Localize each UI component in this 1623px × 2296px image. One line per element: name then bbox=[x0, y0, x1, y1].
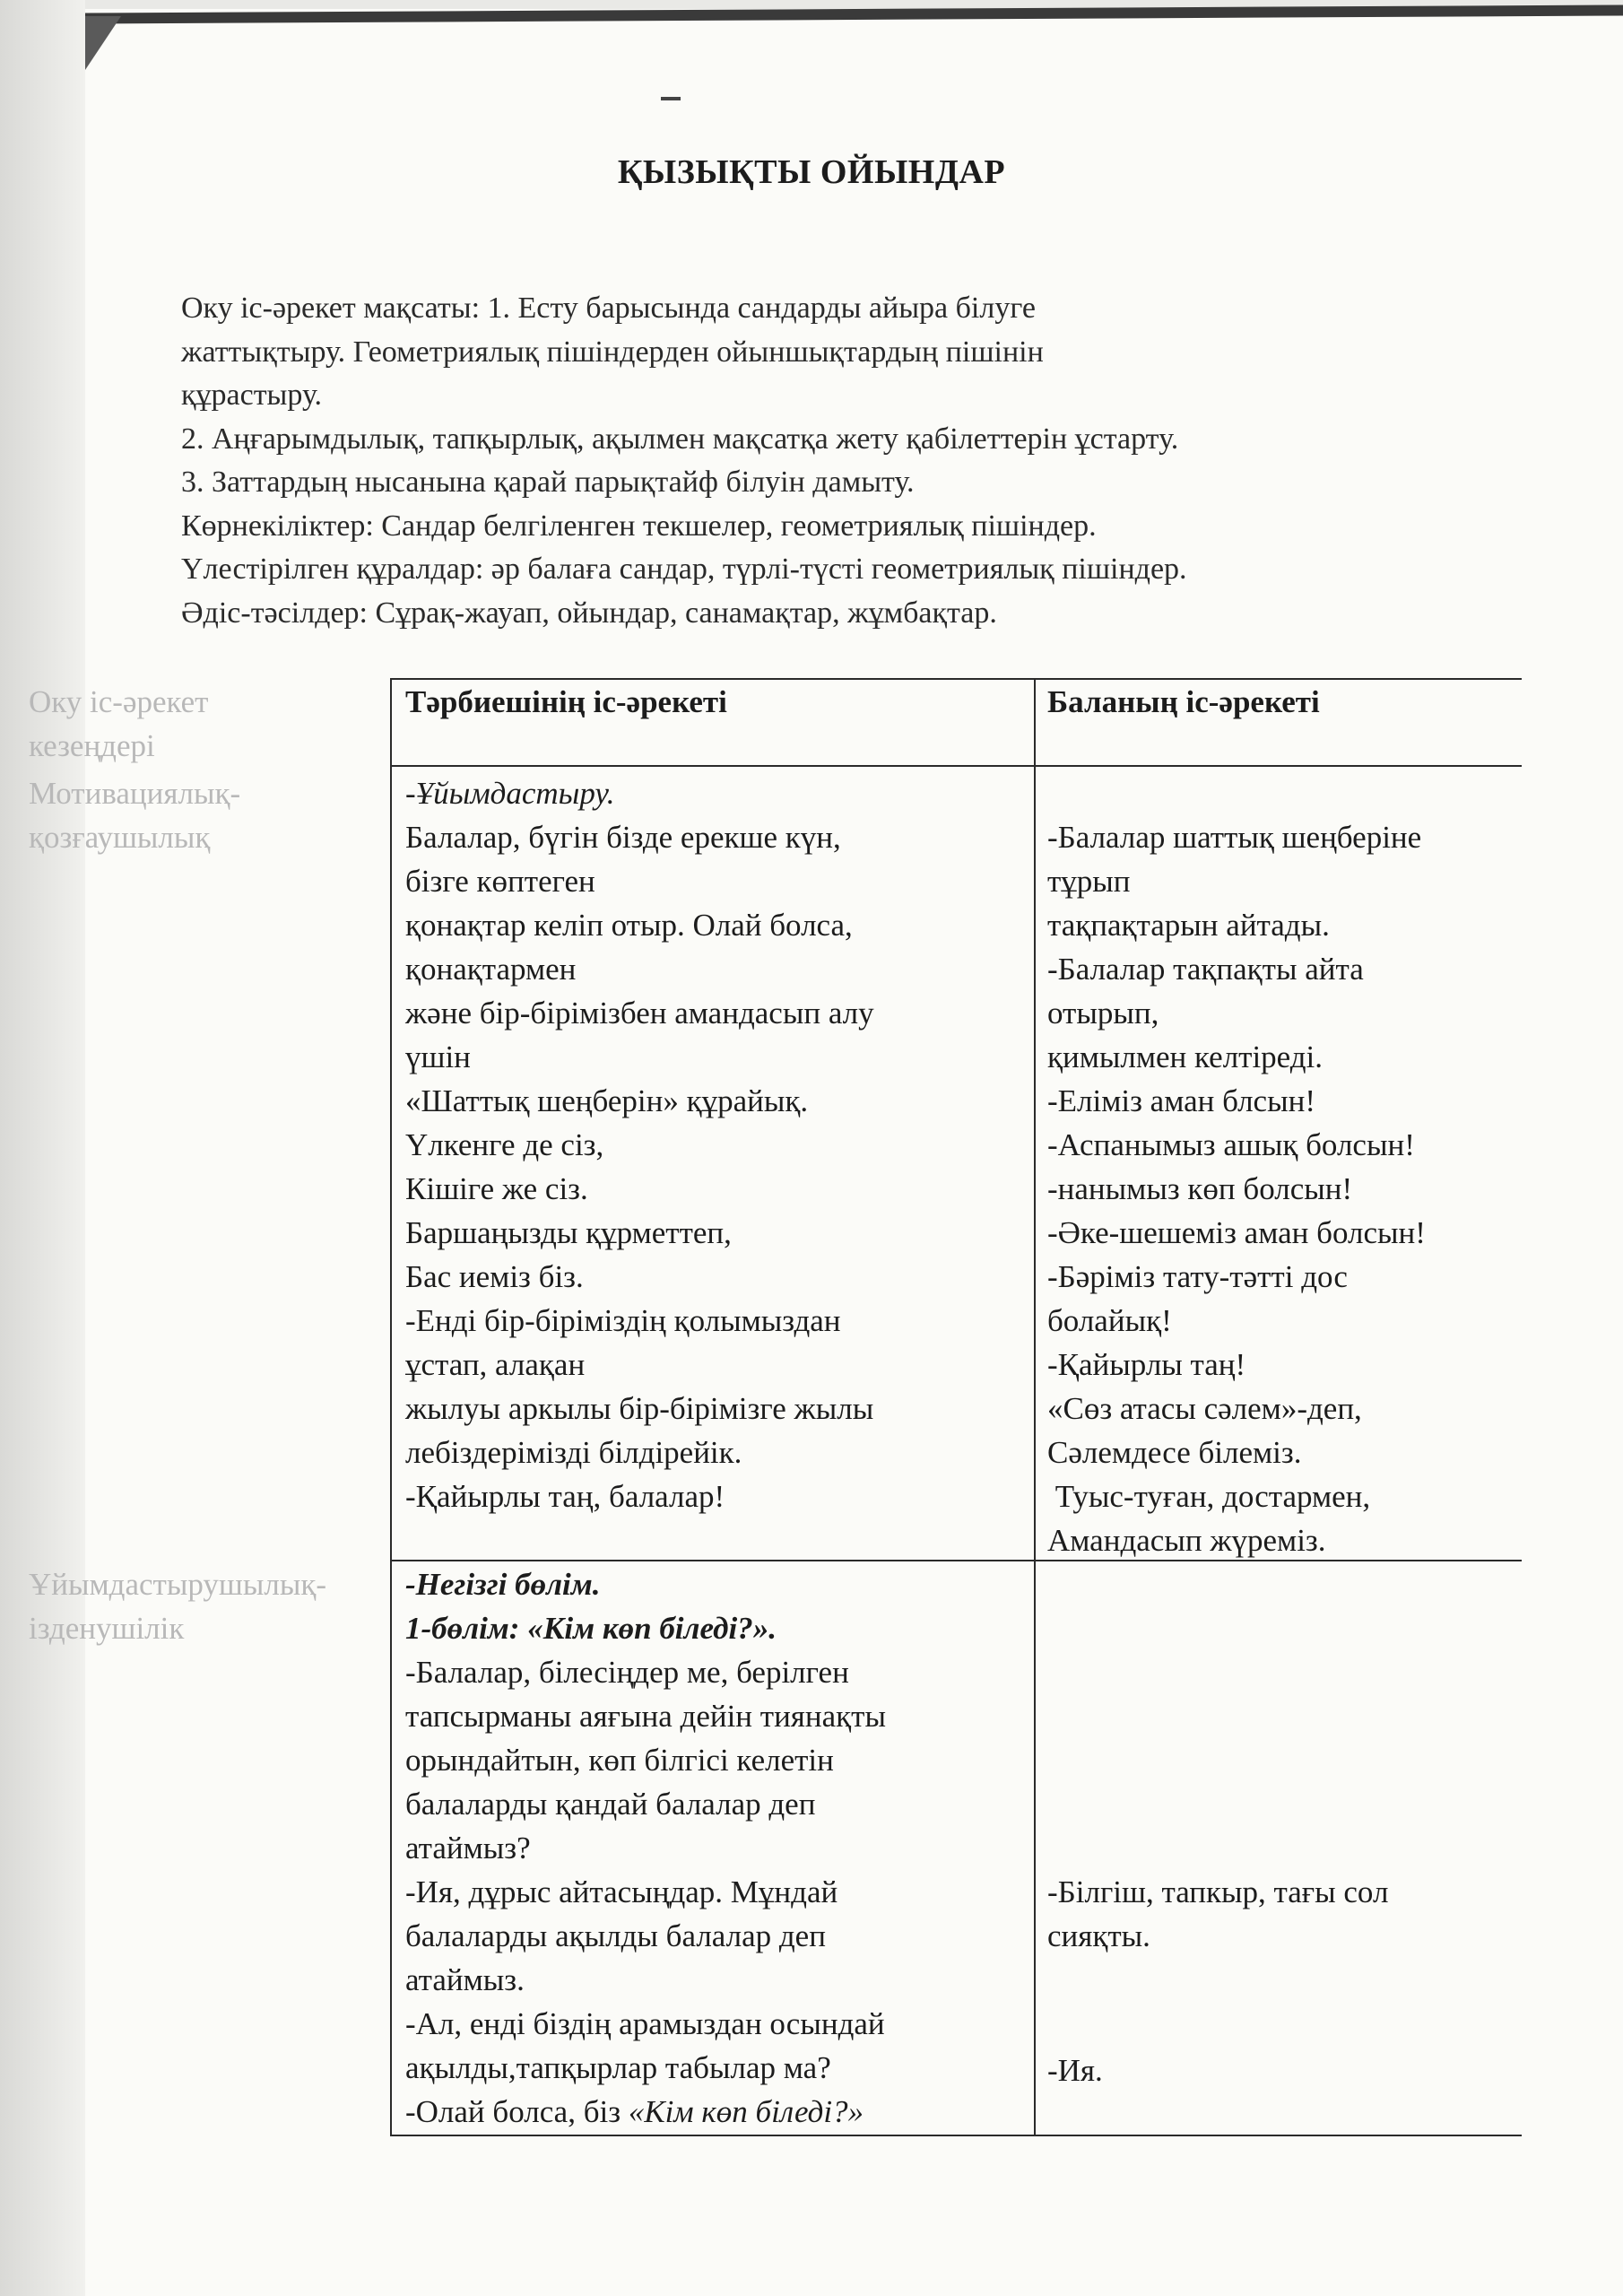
child-line: тақпақтарын айтады. bbox=[1047, 908, 1330, 943]
teacher-line: үшін bbox=[405, 1039, 471, 1074]
column-divider-2 bbox=[1034, 678, 1036, 2136]
header-teacher: Тәрбиешінің іс-әрекеті bbox=[405, 684, 727, 719]
teacher-line: Балалар, бүгін бізде ерекше күн, bbox=[405, 820, 841, 855]
intro-line: жаттықтыру. Геометриялық пішіндерден ойыншықтардың пішінін bbox=[181, 335, 1044, 369]
row1-teacher bbox=[405, 771, 874, 1518]
teacher-line: атаймыз. bbox=[405, 1962, 525, 1997]
teacher-line: «Шаттық шеңберін» құрайық. bbox=[405, 1083, 809, 1118]
header-stage-line: Оку іс-әрекет bbox=[29, 684, 209, 719]
intro-line: Көрнекіліктер: Сандар белгіленген текшелер, геометриялық пішіндер. bbox=[181, 509, 1097, 543]
teacher-line: атаймыз? bbox=[405, 1831, 531, 1866]
teacher-line: бізге көптеген bbox=[405, 864, 595, 899]
teacher-line: балаларды қандай балалар деп bbox=[405, 1787, 816, 1822]
child-line: -Еліміз аман блсын! bbox=[1047, 1083, 1315, 1118]
section-heading: -Негізгі бөлім. bbox=[405, 1567, 601, 1602]
teacher-line: -Қайырлы таң, балалар! bbox=[405, 1479, 725, 1514]
teacher-line: Үлкенге де сіз, bbox=[405, 1127, 604, 1162]
row1-child bbox=[1047, 815, 1426, 1562]
teacher-line: Баршаңызды құрметтеп, bbox=[405, 1215, 732, 1250]
teacher-line-text: -Олай болса, біз bbox=[405, 2094, 629, 2129]
stage-line: қозғаушылық bbox=[29, 820, 211, 855]
child-line: болайық! bbox=[1047, 1303, 1172, 1338]
header-child: Баланың іс-әрекеті bbox=[1047, 684, 1320, 719]
intro-line: Оку іс-әрекет мақсаты: 1. Есту барысында сандарды айыра білуге bbox=[181, 291, 1036, 325]
intro-line: Әдіс-тәсілдер: Сұрақ-жауап, ойындар, санамақтар, жұмбақтар. bbox=[181, 596, 997, 630]
child-line: Амандасып жүреміз. bbox=[1047, 1523, 1326, 1558]
teacher-line: ұстап, алақан bbox=[405, 1347, 586, 1382]
column-divider-1 bbox=[390, 678, 392, 2136]
teacher-line: балаларды ақылды балалар деп bbox=[405, 1918, 826, 1953]
intro-line: 2. Аңғарымдылық, тапқырлық, ақылмен мақсатқа жету қабілеттерін ұстарту. bbox=[181, 422, 1179, 456]
child-line: -нанымыз көп болсын! bbox=[1047, 1171, 1353, 1206]
teacher-line: лебіздерімізді білдірейік. bbox=[405, 1435, 742, 1470]
teacher-line: ақылды,тапқырлар табылар ма? bbox=[405, 2050, 831, 2085]
scan-corner-shadow bbox=[85, 16, 121, 70]
child-line: -Балалар шаттық шеңберіне bbox=[1047, 820, 1422, 855]
header-stage-line: кезеңдері bbox=[29, 728, 155, 763]
child-line: -Балалар тақпақты айта bbox=[1047, 952, 1364, 987]
intro-line: Үлестірілген құралдар: әр балаға сандар, түрлі-түсті геометриялық пішіндер. bbox=[181, 552, 1187, 586]
intro-line: құрастыру. bbox=[181, 378, 323, 412]
child-line: -Білгіш, тапкыр, тағы сол bbox=[1047, 1874, 1389, 1909]
child-line: -Бәріміз тату-тәтті дос bbox=[1047, 1259, 1348, 1294]
header-stage bbox=[29, 680, 208, 768]
scan-mark bbox=[661, 97, 681, 100]
table-bottom-rule bbox=[390, 2135, 1522, 2136]
child-line: сияқты. bbox=[1047, 1918, 1150, 1953]
child-line: қимылмен келтіреді. bbox=[1047, 1039, 1324, 1074]
stage-line: Мотивациялық- bbox=[29, 776, 241, 811]
child-line: -Әке-шешеміз аман болсын! bbox=[1047, 1215, 1426, 1250]
teacher-line: қонақтар келіп отыр. Олай болса, bbox=[405, 908, 853, 943]
teacher-line: -Ал, енді біздің арамыздан осындай bbox=[405, 2006, 885, 2041]
row2-child bbox=[1047, 1870, 1388, 1958]
game-name: «Кім көп біледі?» bbox=[628, 2094, 864, 2129]
child-line: отырып, bbox=[1047, 996, 1159, 1031]
teacher-line bbox=[405, 2090, 886, 2134]
table-header-rule bbox=[390, 765, 1522, 767]
scan-edge-left bbox=[0, 0, 85, 2296]
child-line: -Қайырлы таң! bbox=[1047, 1347, 1246, 1382]
teacher-line: орындайтын, көп білгісі келетін bbox=[405, 1743, 834, 1778]
child-line: Сәлемдесе білеміз. bbox=[1047, 1435, 1302, 1470]
teacher-line: Кішіге же сіз. bbox=[405, 1171, 588, 1206]
child-line: Туыс-туған, достармен, bbox=[1047, 1479, 1371, 1514]
child-line: «Сөз атасы сәлем»-деп, bbox=[1047, 1391, 1362, 1426]
teacher-line: -Ия, дұрыс айтасыңдар. Мұндай bbox=[405, 1874, 838, 1909]
child-line: -Аспанымыз ашық болсын! bbox=[1047, 1127, 1415, 1162]
child-line: тұрып bbox=[1047, 864, 1131, 899]
teacher-line: және бір-бірімізбен амандасып алу bbox=[405, 996, 874, 1031]
intro-line: 3. Заттардың нысанына қарай парықтайф білуін дамыту. bbox=[181, 465, 915, 499]
teacher-line: -Енді бір-біріміздің қолымыздан bbox=[405, 1303, 841, 1338]
section-subheading: 1-бөлім: «Кім көп біледі?». bbox=[405, 1611, 777, 1646]
teacher-line: -Ұйымдастыру. bbox=[405, 776, 615, 811]
lesson-intro bbox=[181, 287, 1526, 635]
stage-line: ізденушілік bbox=[29, 1611, 185, 1646]
teacher-line: жылуы аркылы бір-бірімізге жылы bbox=[405, 1391, 874, 1426]
row2-stage bbox=[29, 1562, 326, 1650]
stage-line: Ұйымдастырушылық- bbox=[29, 1567, 327, 1602]
teacher-line: тапсырманы аяғына дейін тиянақты bbox=[405, 1699, 886, 1734]
row1-stage bbox=[29, 771, 240, 859]
row2-teacher bbox=[405, 1562, 886, 2134]
teacher-line: Бас иеміз біз. bbox=[405, 1259, 584, 1294]
document-title: ҚЫЗЫҚТЫ ОЙЫНДАР bbox=[617, 153, 1006, 191]
teacher-line: қонақтармен bbox=[405, 952, 577, 987]
row2-child-answer: -Ия. bbox=[1047, 2053, 1103, 2088]
teacher-line: -Балалар, білесіңдер ме, берілген bbox=[405, 1655, 849, 1690]
